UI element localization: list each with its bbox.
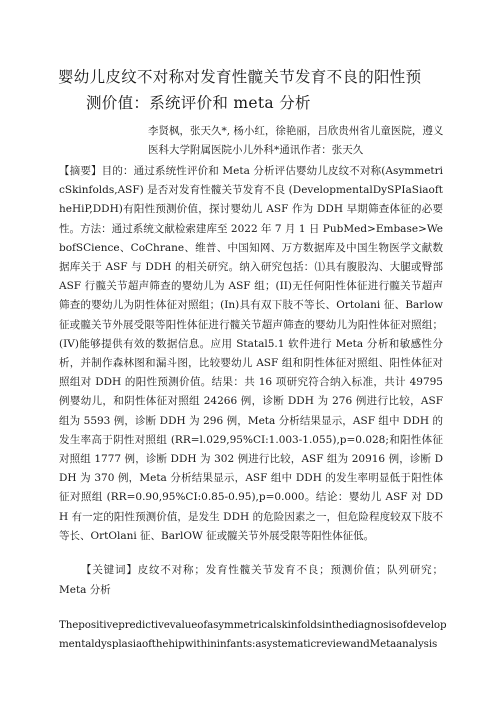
keywords-label: 【关键词】 (81, 564, 138, 576)
author-block (148, 122, 468, 160)
keywords-paragraph (59, 560, 443, 600)
title-line-1: 婴幼儿皮纹不对称对发育性髋关节发育不良的阳性预 (58, 68, 422, 86)
abstract-paragraph (59, 162, 443, 546)
abstract-label: 【摘要】 (59, 165, 102, 177)
authors-line-1: 李贤枫，张天久*, 杨小红，徐艳丽，吕欣贵州省儿童医院，遵义 (148, 125, 444, 137)
paper-title (58, 64, 458, 116)
keywords-text: 皮纹不对称；发育性髋关节发育不良；预测价值；队列研究；Meta 分析 (59, 564, 444, 596)
english-title: Thepositivepredictivevalueofasymmetricalskinfoldsinthediagnosisofdevelopmentaldysplasiaofthehipwithininfants:asystematicreviewandMetaanalysis (59, 619, 447, 650)
title-line-2: 测价值：系统评价和 meta 分析 (86, 94, 311, 112)
authors-line-2: 医科大学附属医院小儿外科*通讯作者：张天久 (148, 144, 364, 156)
abstract-text: 目的：通过系统性评价和 Meta 分析评估婴幼儿皮纹不对称(AsymmetricSkinfolds,ASF) 是否对发育性髋关节发育不良 (DevelopmentalDySPIaSiaoftheHiP,DDH)有阳性预测价值，探讨婴幼儿 ASF 作为 DDH 早期筛查体征的必要性。方法：通过系统文献检索建库至 2022 年 7 月 1 日 PubMed>Embase>WebofSCience、CoChrane、维普、中国知网、万方数据库及中国生物医学文献数据库关于 ASF 与 DDH 的相关研究。纳入研究包括：⑴具有腹股沟、大腿或臀部 ASF 行髋关节超声筛查的婴幼儿为 ASF 组；(II)无任何阳性体征进行髋关节超声筛查的婴幼儿为阴性体征对照组；(In)具有双下肢不等长、Ortolani 征、Barlow 征或髋关节外展受限等阳性体征进行髋关节超声筛查的婴幼儿为阳性体征对照组；(IV)能够提供有效的数据信息。应用 Statal5.1 软件进行 Meta 分析和敏感性分析，并制作森林图和漏斗图，比较婴幼儿 ASF 组和阴性体征对照组、阳性体征对照组对 DDH 的阳性预测价值。结果：共 16 项研究符合纳入标准，共计 49795 例婴幼儿，和阴性体征对照组 24266 例，诊断 DDH 为 276 例进行比较，ASF 组为 5593 例，诊断 DDH 为 296 例，Meta 分析结果显示，ASF 组中 DDH 的发生率高于阴性对照组 (RR=l.029,95%CI:1.003-1.055),p=0.028;和阳性体征对照组 1777 例，诊断 DDH 为 302 例进行比较，ASF 组为 20916 例，诊断 DDH 为 370 例，Meta 分析结果显示，ASF 组中 DDH 的发生率明显低于阳性体征对照组 (RR=0.90,95%CI:0.85-0.95),p=0.000。结论：婴幼儿 ASF 对 DDH 有一定的阳性预测价值，是发生 DDH 的危险因素之一，但危险程度较双下肢不等长、OrtOlani 征、BarlOW 征或髋关节外展受限等阳性体征低。 (59, 165, 444, 542)
